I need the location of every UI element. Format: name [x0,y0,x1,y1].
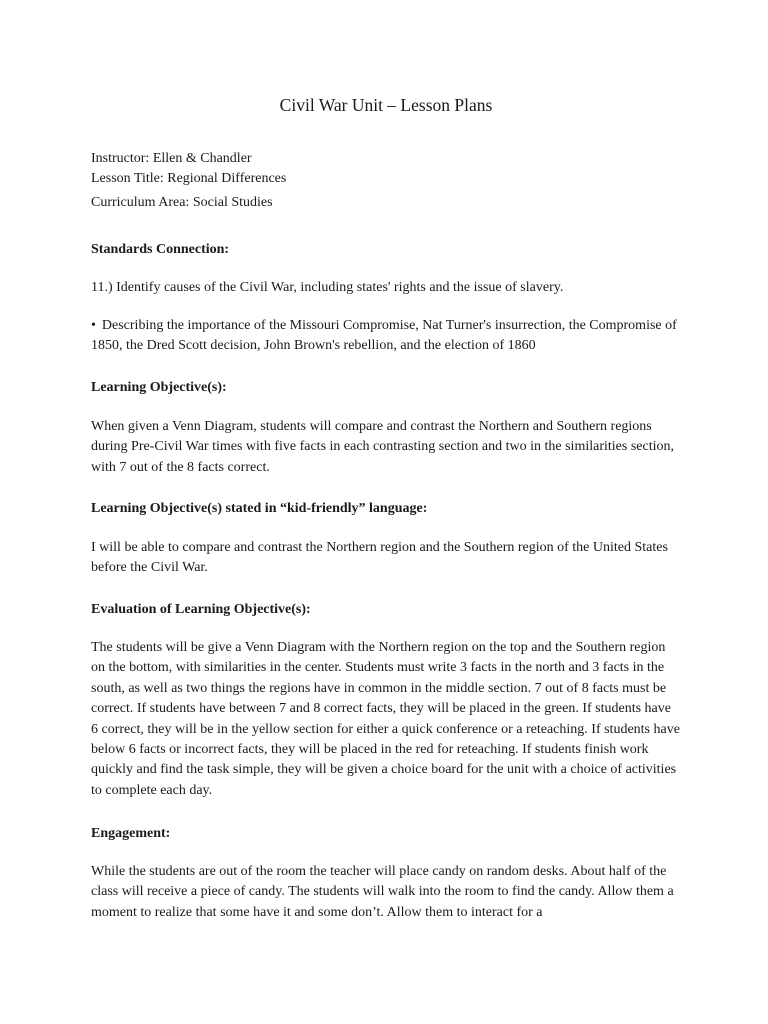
document-title: Civil War Unit – Lesson Plans [279,95,493,115]
instructor-line: Instructor: Ellen & Chandler [91,151,252,166]
curriculum-area-line: Curriculum Area: Social Studies [91,195,273,210]
standards-bullet-text: Describing the importance of the Missouri Compromise, Nat Turner's insurrection, the Compromise of 1850, the Dred Scott decision, John Brown's rebellion, and the election of 1860 [91,318,677,354]
standards-bullet [91,316,681,357]
kid-friendly-text: I will be able to compare and contrast the Northern region and the Southern region of the United States before the Civil War. [91,540,668,576]
learning-objectives-text: When given a Venn Diagram, students will compare and contrast the Northern and Southern regions during Pre-Civil War times with five facts in each contrasting section and two in the similarities section, with 7 out of the 8 facts correct. [91,419,674,475]
learning-objectives-heading: Learning Objective(s): [91,380,227,395]
bullet-icon: • [91,318,96,333]
kid-friendly-heading: Learning Objective(s) stated in “kid-friendly” language: [91,501,428,516]
engagement-heading: Engagement: [91,826,171,841]
engagement-text: While the students are out of the room the teacher will place candy on random desks. About half of the class will receive a piece of candy. The students will walk into the room to find the candy. Allow them a moment to realize that some have it and some don’t. Allow them to interact for a [91,864,674,920]
evaluation-text: The students will be give a Venn Diagram with the Northern region on the top and the Southern region on the bottom, with similarities in the center. Students must write 3 facts in the north and 3 facts in the south, as well as two things the regions have in common in the middle section. 7 out of 8 facts must be correct. If students have between 7 and 8 correct facts, they will be placed in the green. If students have 6 correct, they will be in the yellow section for either a quick conference or a reteaching. If students have below 6 facts or incorrect facts, they will be placed in the red for reteaching. If students finish work quickly and find the task simple, they will be given a choice board for the unit with a choice of activities to complete each day. [91,640,680,798]
standards-item: 11.) Identify causes of the Civil War, including states' rights and the issue of slavery. [91,280,564,295]
lesson-title-line: Lesson Title: Regional Differences [91,171,287,186]
standards-heading: Standards Connection: [91,242,230,257]
evaluation-heading: Evaluation of Learning Objective(s): [91,602,311,617]
